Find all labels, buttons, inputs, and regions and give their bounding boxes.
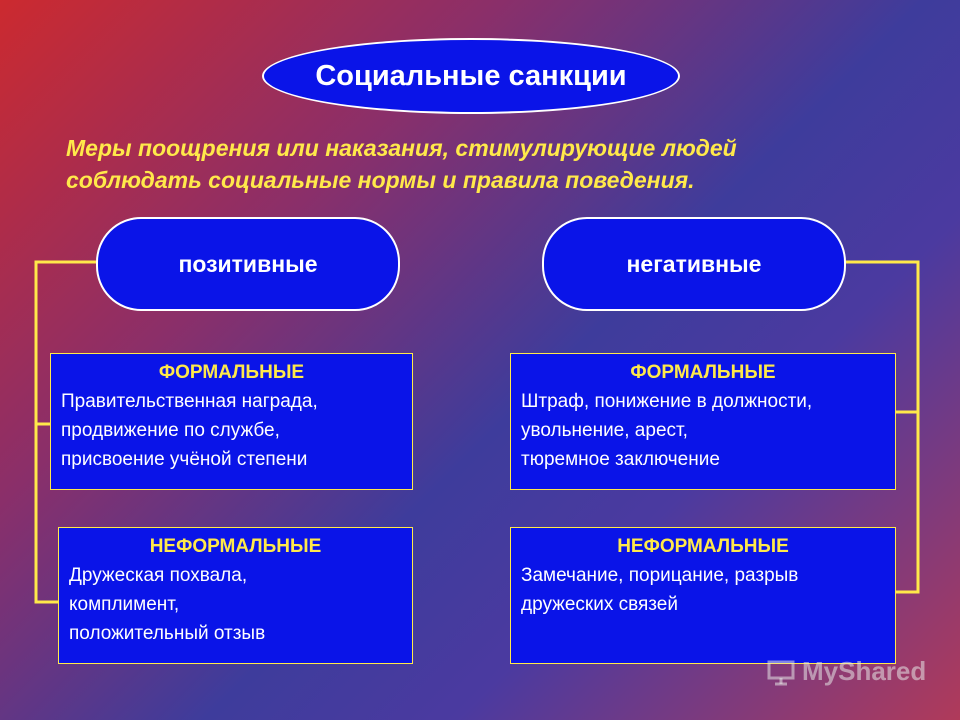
- presentation-icon: [766, 657, 796, 687]
- negative-formal-line: Штраф, понижение в должности,: [521, 391, 813, 412]
- positive-informal-box: [58, 527, 413, 664]
- positive-informal-line: положительный отзыв: [69, 623, 266, 644]
- negative-formal-box: [510, 353, 896, 490]
- positive-informal-line: комплимент,: [69, 594, 180, 615]
- positive-formal-box: [50, 353, 413, 490]
- negative-informal-heading: НЕФОРМАЛЬНЫЕ: [617, 536, 789, 557]
- positive-informal-heading: НЕФОРМАЛЬНЫЕ: [149, 536, 322, 557]
- negative-sanctions-pill: [542, 217, 846, 311]
- definition-line-2: соблюдать социальные нормы и правила поведения.: [66, 167, 695, 193]
- diagram-title: Социальные санкции: [315, 59, 627, 92]
- definition-text: [66, 132, 886, 196]
- negative-formal-line: тюремное заключение: [521, 449, 720, 470]
- positive-formal-line: продвижение по службе,: [61, 420, 280, 441]
- negative-label: негативные: [626, 250, 762, 277]
- definition-line-1: Меры поощрения или наказания, стимулирующие людей: [66, 135, 737, 161]
- negative-informal-box: [510, 527, 896, 664]
- positive-label: позитивные: [178, 250, 318, 277]
- negative-informal-line: дружеских связей: [521, 594, 678, 615]
- positive-formal-line: присвоение учёной степени: [61, 449, 308, 470]
- negative-formal-heading: ФОРМАЛЬНЫЕ: [630, 362, 776, 383]
- title-oval: [262, 38, 680, 114]
- positive-formal-line: Правительственная награда,: [61, 391, 318, 412]
- watermark: [766, 656, 926, 687]
- positive-sanctions-pill: [96, 217, 400, 311]
- watermark-text: MyShared: [802, 656, 927, 686]
- negative-formal-line: увольнение, арест,: [521, 420, 688, 441]
- negative-informal-line: Замечание, порицание, разрыв: [521, 565, 799, 586]
- positive-formal-heading: ФОРМАЛЬНЫЕ: [158, 362, 305, 383]
- positive-informal-line: Дружеская похвала,: [69, 565, 248, 586]
